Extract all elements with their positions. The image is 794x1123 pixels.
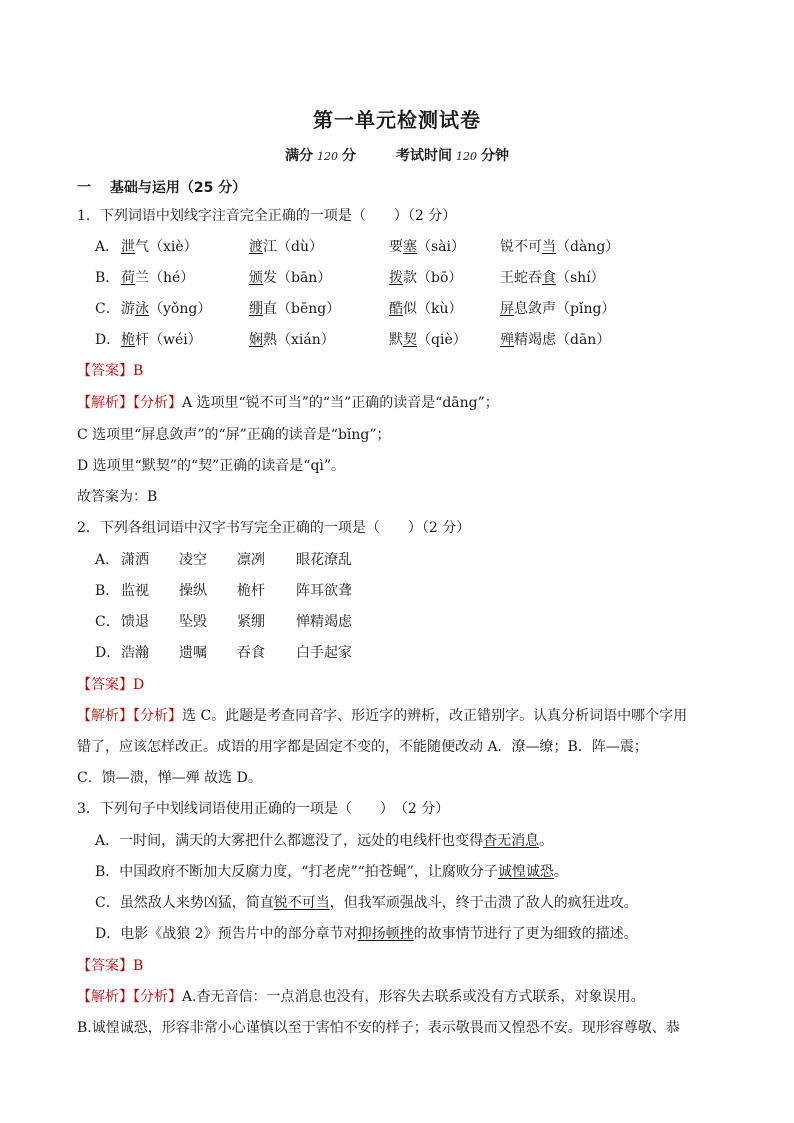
option-word: 遗嘱 bbox=[179, 645, 207, 661]
word-suffix: 气（xiè） bbox=[135, 239, 198, 255]
question-1-analysis-3: D 选项里“默契”的“契”正确的读音是“qì”。 bbox=[77, 458, 346, 474]
underlined-char: 绷 bbox=[249, 301, 263, 317]
option-word: 操纵 bbox=[179, 583, 207, 599]
option-word bbox=[500, 271, 605, 285]
option-word bbox=[500, 333, 610, 347]
word-suffix: （dàng） bbox=[556, 239, 620, 255]
option-label: C． bbox=[95, 301, 120, 317]
underlined-char: 屏 bbox=[500, 301, 514, 317]
word-prefix: 锐不可 bbox=[500, 239, 542, 255]
option-word bbox=[389, 302, 463, 316]
question-2-analysis-1: 【解析】【分析】选 C。此题是考查同音字、形近字的辨析，改正错别字。认真分析词语中哪个字用 bbox=[77, 708, 688, 724]
option-word: 眼花潦乱 bbox=[296, 552, 352, 568]
section-heading: 一 基础与运用（25 分） bbox=[77, 180, 247, 196]
word-suffix: 款（bō） bbox=[403, 270, 463, 286]
underlined-char: 塞 bbox=[403, 239, 417, 255]
option-word: 浩瀚 bbox=[121, 645, 149, 661]
question-3-analysis-2: B.诚惶诚恐，形容非常小心谨慎以至于害怕不安的样子；表示敬畏而又惶恐不安。现形容尊敬、恭 bbox=[77, 1020, 680, 1036]
exam-meta bbox=[0, 145, 794, 165]
sentence-text: ，但我军顽强战斗，终于击溃了敌人的疯狂进攻。 bbox=[329, 895, 638, 911]
word-suffix: 发（bān） bbox=[263, 270, 332, 286]
underlined-char: 当 bbox=[542, 239, 556, 255]
option-word bbox=[500, 240, 619, 254]
option-word: 紧绷 bbox=[237, 614, 265, 630]
sentence-text: D．电影《战狼 2》预告片中的部分章节对 bbox=[95, 926, 358, 942]
sentence-text: B．中国政府不断加大反腐力度，“打老虎”“拍苍蝇”，让腐败分子 bbox=[95, 864, 498, 880]
option-word: 监视 bbox=[121, 583, 149, 599]
option-word bbox=[249, 240, 323, 254]
option-word bbox=[249, 271, 331, 285]
option-word bbox=[249, 302, 340, 316]
underlined-phrase: 诚惶诚恐 bbox=[497, 864, 554, 880]
question-1-answer: 【答案】B bbox=[77, 363, 144, 379]
option-label: A． bbox=[95, 552, 120, 568]
question-3-answer: 【答案】B bbox=[77, 958, 144, 974]
underlined-phrase: 锐不可当 bbox=[273, 895, 330, 911]
time-value: 120 bbox=[456, 150, 477, 163]
word-prefix: 要 bbox=[389, 239, 403, 255]
option-label: D． bbox=[95, 645, 121, 661]
underlined-char: 拨 bbox=[389, 270, 403, 286]
time-label: 考试时间 bbox=[396, 148, 452, 164]
page-title: 第一单元检测试卷 bbox=[313, 108, 481, 132]
question-2-analysis-3: C．馈—溃，惮—殚 故选 D。 bbox=[77, 770, 262, 786]
option-word bbox=[389, 333, 467, 347]
option-word bbox=[249, 333, 335, 347]
full-score-label: 满分 bbox=[285, 148, 313, 164]
option-label: C． bbox=[95, 614, 120, 630]
option-word: 凛冽 bbox=[237, 552, 265, 568]
question-3-analysis-1: 【解析】【分析】A.杳无音信：一点消息也没有，形容失去联系或没有方式联系，对象误用。 bbox=[77, 989, 645, 1005]
sentence-text: C．虽然敌人来势凶猛，简直 bbox=[95, 895, 274, 911]
underlined-char: 食 bbox=[542, 270, 556, 286]
option-word bbox=[121, 240, 198, 254]
option-sentence bbox=[95, 896, 638, 910]
word-suffix: 兰（hé） bbox=[135, 270, 195, 286]
option-word: 白手起家 bbox=[296, 645, 352, 661]
word-prefix: 默 bbox=[389, 332, 403, 348]
question-1-conclusion: 故答案为：B bbox=[77, 489, 158, 505]
option-word: 凌空 bbox=[179, 552, 207, 568]
analysis-tag: 【解析】【分析】 bbox=[77, 989, 182, 1005]
word-suffix: 江（dù） bbox=[263, 239, 323, 255]
sentence-text: 。 bbox=[553, 864, 568, 880]
option-word bbox=[121, 271, 194, 285]
underlined-char: 契 bbox=[403, 332, 417, 348]
word-suffix: （qiè） bbox=[417, 332, 467, 348]
underlined-phrase: 杳无消息 bbox=[483, 833, 540, 849]
option-word: 潇洒 bbox=[121, 552, 149, 568]
word-suffix: 精竭虑（dān） bbox=[514, 332, 611, 348]
word-prefix: 游 bbox=[121, 301, 135, 317]
word-suffix: （yǒng） bbox=[149, 301, 212, 317]
underlined-char: 颁 bbox=[249, 270, 263, 286]
word-suffix: 直（bēng） bbox=[263, 301, 341, 317]
option-word: 吞食 bbox=[237, 645, 265, 661]
option-word bbox=[121, 302, 211, 316]
option-sentence bbox=[95, 927, 638, 941]
underlined-phrase: 抑扬顿挫 bbox=[357, 926, 414, 942]
option-sentence bbox=[95, 834, 553, 848]
underlined-char: 桅 bbox=[121, 332, 135, 348]
underlined-char: 酷 bbox=[389, 301, 403, 317]
question-1-analysis-2: C 选项里“屏息敛声”的“屏”正确的读音是“bǐng”； bbox=[77, 427, 391, 443]
option-word: 惮精竭虑 bbox=[296, 614, 352, 630]
option-word: 馈退 bbox=[121, 614, 149, 630]
sentence-text: 。 bbox=[539, 833, 554, 849]
sentence-text: A．一时间，满天的大雾把什么都遮没了，远处的电线杆也变得 bbox=[95, 833, 484, 849]
underlined-char: 泳 bbox=[135, 301, 149, 317]
full-score-unit: 分 bbox=[342, 148, 356, 164]
question-1-stem: 1．下列词语中划线字注音完全正确的一项是（ ）（2 分） bbox=[77, 208, 457, 224]
question-1-analysis-1: 【解析】【分析】A 选项里“锐不可当”的“当”正确的读音是“dāng”； bbox=[77, 395, 499, 411]
word-suffix: （sài） bbox=[417, 239, 466, 255]
underlined-char: 殚 bbox=[500, 332, 514, 348]
question-2-analysis-2: 错了，应该怎样改正。成语的用字都是固定不变的，不能随便改动 A．潦—缭；B．阵—震； bbox=[77, 739, 648, 755]
question-2-answer: 【答案】D bbox=[77, 677, 145, 693]
underlined-char: 娴 bbox=[249, 332, 263, 348]
option-word bbox=[500, 302, 615, 316]
option-word: 阵耳欲聋 bbox=[296, 583, 352, 599]
option-label: B． bbox=[95, 583, 120, 599]
underlined-char: 荷 bbox=[121, 270, 135, 286]
option-word: 桅杆 bbox=[237, 583, 265, 599]
option-sentence bbox=[95, 865, 568, 879]
word-suffix: 息敛声（pǐng） bbox=[514, 301, 616, 317]
sentence-text: 的故事情节进行了更为细致的描述。 bbox=[413, 926, 638, 942]
analysis-tag: 【解析】【分析】 bbox=[77, 708, 182, 724]
analysis-tag: 【解析】【分析】 bbox=[77, 395, 182, 411]
full-score-value: 120 bbox=[317, 150, 338, 163]
word-suffix: 熟（xián） bbox=[263, 332, 335, 348]
option-word bbox=[121, 333, 202, 347]
option-label: B． bbox=[95, 270, 120, 286]
option-word bbox=[389, 240, 465, 254]
word-prefix: 王蛇吞 bbox=[500, 270, 542, 286]
question-2-stem: 2．下列各组词语中汉字书写完全正确的一项是（ ）（2 分） bbox=[77, 520, 471, 536]
option-label: A． bbox=[95, 239, 120, 255]
option-word: 坠毁 bbox=[179, 614, 207, 630]
underlined-char: 渡 bbox=[249, 239, 263, 255]
option-word bbox=[389, 271, 462, 285]
question-3-stem: 3．下列句子中划线词语使用正确的一项是（ ） （2 分） bbox=[77, 801, 450, 817]
word-suffix: 杆（wéi） bbox=[135, 332, 202, 348]
option-label: D． bbox=[95, 332, 121, 348]
word-suffix: 似（kù） bbox=[403, 301, 463, 317]
word-suffix: （shí） bbox=[556, 270, 605, 286]
underlined-char: 泄 bbox=[121, 239, 135, 255]
time-unit: 分钟 bbox=[481, 148, 509, 164]
